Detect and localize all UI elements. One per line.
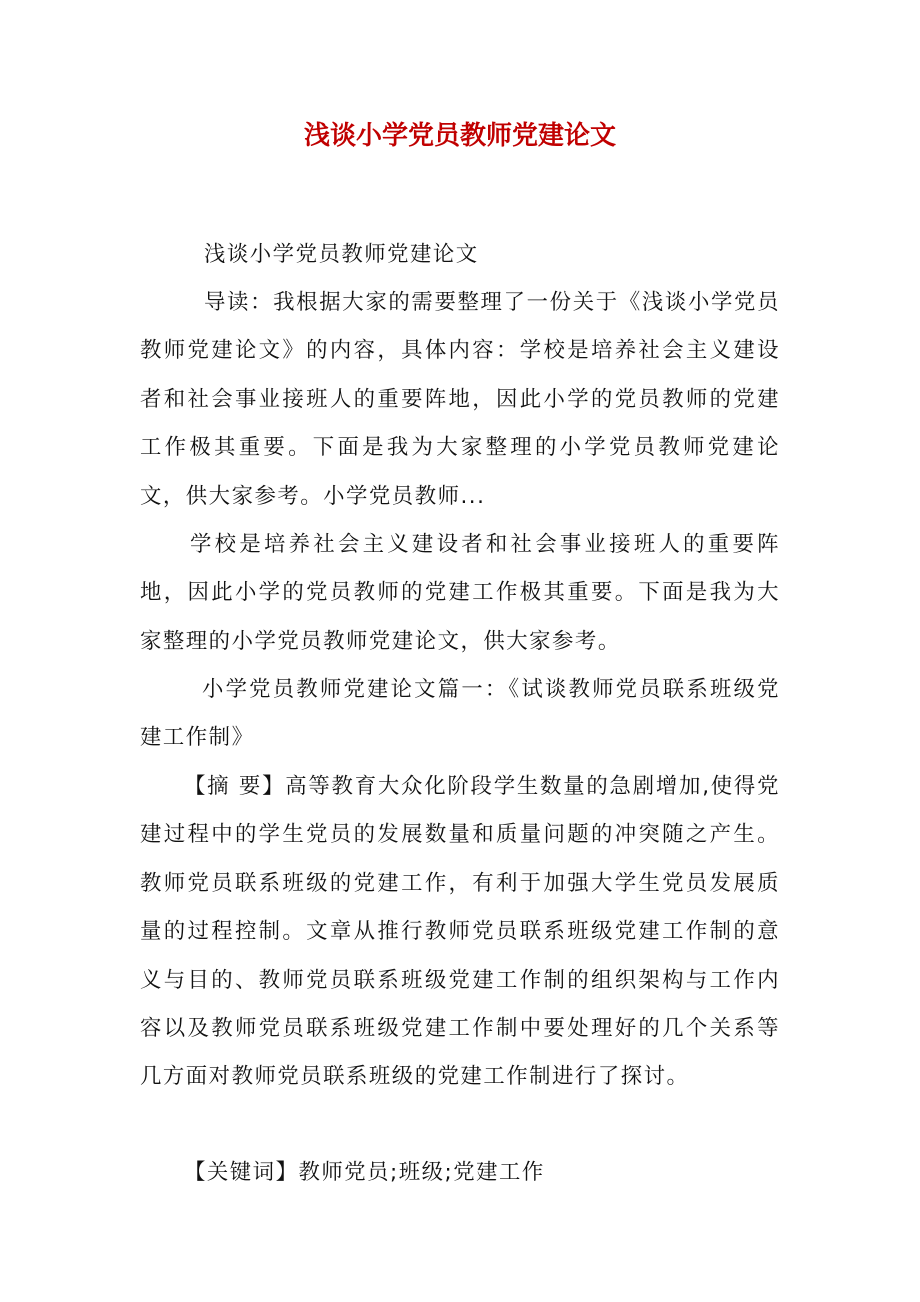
subtitle-paragraph: 浅谈小学党员教师党建论文 <box>204 242 479 267</box>
intro-paragraph: 导读：我根据大家的需要整理了一份关于《浅谈小学党员教师党建论文》的内容，具体内容：学校是培养社会主义建设者和社会事业接班人的重要阵地，因此小学的党员教师的党建工作极其重要。下面是我为大家整理的小学党员教师党建论文，供大家参考。小学党员教师... <box>140 290 780 509</box>
article-heading-paragraph: 小学党员教师党建论文篇一：《试谈教师党员联系班级党建工作制》 <box>140 677 780 751</box>
document-title: 浅谈小学党员教师党建论文 <box>303 121 616 151</box>
main-paragraph: 学校是培养社会主义建设者和社会事业接班人的重要阵地，因此小学的党员教师的党建工作极其重要。下面是我为大家整理的小学党员教师党建论文，供大家参考。 <box>140 532 780 654</box>
keywords-paragraph: 【关键词】教师党员;班级;党建工作 <box>184 1160 545 1185</box>
abstract-paragraph: 【摘 要】高等教育大众化阶段学生数量的急剧增加,使得党建过程中的学生党员的发展数量和质量问题的冲突随之产生。教师党员联系班级的党建工作，有利于加强大学生党员发展质量的过程控制。文章从推行教师党员联系班级党建工作制的意义与目的、教师党员联系班级党建工作制的组织架构与工作内容以及教师党员联系班级党建工作制中要处理好的几个关系等几方面对教师党员联系班级的党建工作制进行了探讨。 <box>140 774 780 1090</box>
